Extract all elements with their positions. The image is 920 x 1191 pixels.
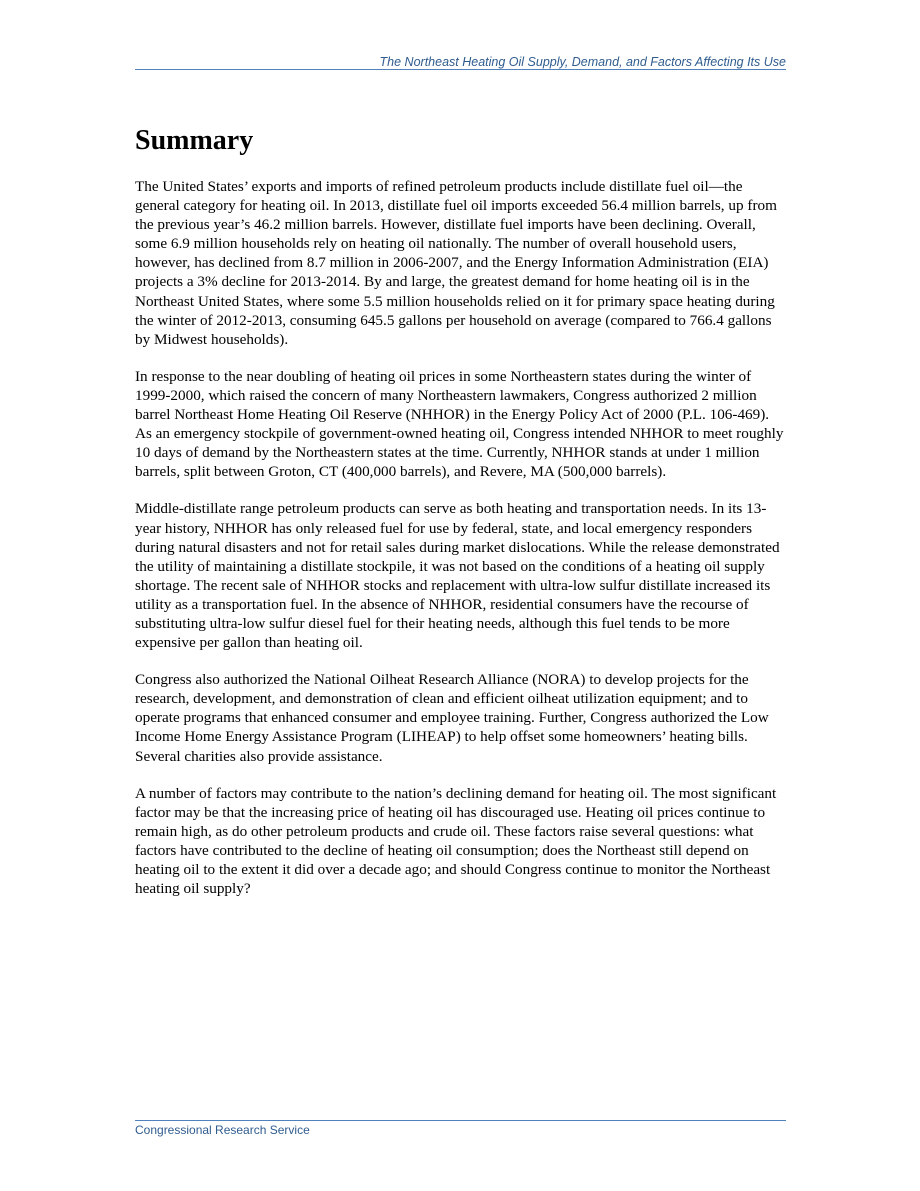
header-rule: [135, 69, 786, 70]
section-title: Summary: [135, 125, 254, 156]
paragraph: A number of factors may contribute to the nation’s declining demand for heating oil. The most significant factor may be that the increasing price of heating oil has discouraged use. Heating oil prices continue to remain high, as do other petroleum products and crude oil. These factors raise several questions: what factors have contributed to the decline of heating oil consumption; does the Northeast still depend on heating oil to the extent it did over a decade ago; and should Congress continue to monitor the Northeast heating oil supply?: [135, 784, 777, 898]
paragraph: Middle-distillate range petroleum products can serve as both heating and transportation needs. In its 13-year history, NHHOR has only released fuel for use by federal, state, and local emergency responders during natural disasters and not for retail sales during market dislocations. While the release demonstrated the utility of maintaining a distillate stockpile, it was not based on the conditions of a heating oil supply shortage. The recent sale of NHHOR stocks and replacement with ultra-low sulfur distillate increased its utility as a transportation fuel. In the absence of NHHOR, residential consumers have the recourse of substituting ultra-low sulfur diesel fuel for their heating needs, although this fuel tends to be more expensive per gallon than heating oil.: [135, 500, 780, 652]
paragraph: In response to the near doubling of heating oil prices in some Northeastern states during the winter of 1999-2000, which raised the concern of many Northeastern lawmakers, Congress authorized 2 million barrel Northeast Home Heating Oil Reserve (NHHOR) in the Energy Policy Act of 2000 (P.L. 106-469). As an emergency stockpile of government-owned heating oil, Congress intended NHHOR to meet roughly 10 days of demand by the Northeastern states at the time. Currently, NHHOR stands at under 1 million barrels, split between Groton, CT (400,000 barrels), and Revere, MA (500,000 barrels).: [135, 367, 784, 481]
paragraph: Congress also authorized the National Oilheat Research Alliance (NORA) to develop projects for the research, development, and demonstration of clean and efficient oilheat utilization equipment; and to operate programs that enhanced consumer and employee training. Further, Congress authorized the Low Income Home Energy Assistance Program (LIHEAP) to help offset some homeowners’ heating bills. Several charities also provide assistance.: [135, 671, 769, 765]
paragraph: The United States’ exports and imports of refined petroleum products include distillate fuel oil—the general category for heating oil. In 2013, distillate fuel oil imports exceeded 56.4 million barrels, up from the previous year’s 46.2 million barrels. However, distillate fuel imports have been declining. Overall, some 6.9 million households rely on heating oil nationally. The number of overall household users, however, has declined from 8.7 million in 2006-2007, and the Energy Information Administration (EIA) projects a 3% decline for 2013-2014. By and large, the greatest demand for home heating oil is in the Northeast United States, where some 5.5 million households relied on it for primary space heating during the winter of 2012-2013, consuming 645.5 gallons per household on average (compared to 766.4 gallons by Midwest households).: [135, 178, 777, 348]
running-header: The Northeast Heating Oil Supply, Demand, and Factors Affecting Its Use: [379, 55, 786, 69]
summary-body: [135, 177, 786, 916]
footer-publisher: Congressional Research Service: [135, 1123, 310, 1137]
footer-rule: [135, 1120, 786, 1121]
